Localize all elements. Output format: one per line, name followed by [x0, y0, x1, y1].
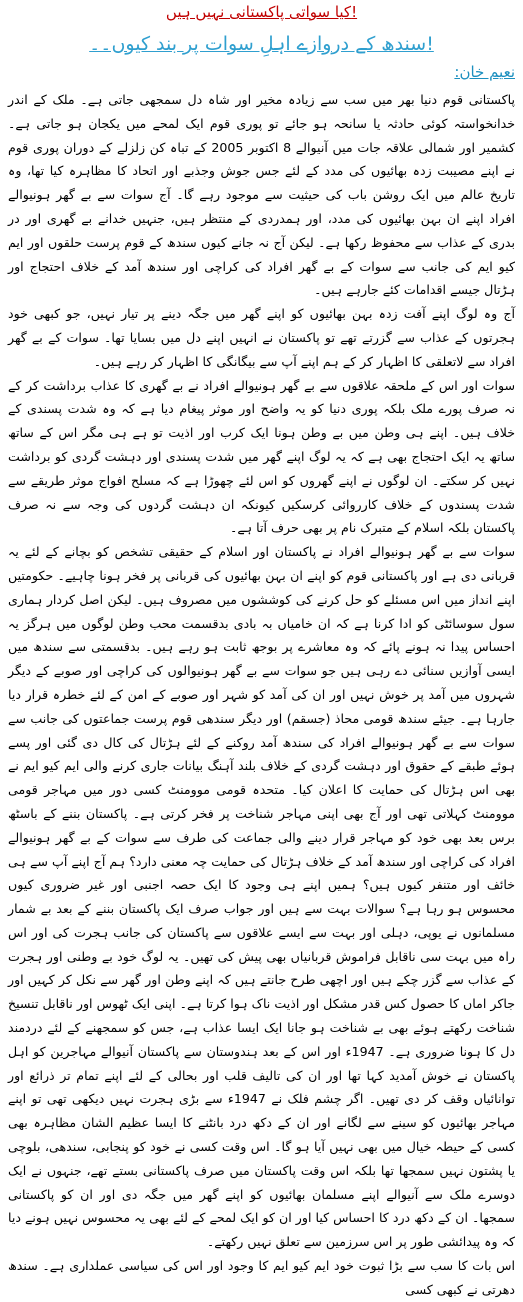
article-body [8, 88, 515, 1302]
article-paragraph: سوات سے بے گھر ہونیوالے افراد نے پاکستان اور اسلام کے حقیقی تشخص کو بچانے کے لئے یہ قربانی دی ہے اور پاکستانی قوم کو اپنے ان بہن بھائیوں کی قربانی پر فخر ہونا چاہیے۔ حکومتیں اپنے انداز میں اس مسئلے کو حل کرنے کی کوششوں میں مصروف ہیں۔ لیکن اصل کردار ہماری سول سوسائٹی کو ادا کرنا ہے کہ ان خامیاں بہ بادی بدقسمت محب وطن لوگوں میں ہرگز یہ احساس پیدا نہ ہونے پائے کہ وہ معاشرے پر بوجھ ثابت ہو رہے ہیں۔ بدقسمتی سے سندھ میں ایسی آوازیں سنائی دے رہی ہیں جو سوات سے بے گھر ہونیوالوں کی کراچی اور صوبے کے دیگر شہروں میں آمد پر خوش نہیں اور ان کی آمد کو شہر اور صوبے کے امن کے لئے خطرہ قرار دیا جارہا ہے۔ جیئے سندھ قومی محاذ (جسقم) اور دیگر سندھی قوم پرست جماعتوں کی جانب سے سوات سے بے گھر ہونیوالے افراد کی سندھ آمد روکنے کے لئے ہڑتال کی کال دی گئی اور پسے ہوئے طبقے کے حقوق اور دہشت گردی کے خلاف بلند آہنگ بیانات جاری کرنے والی ایم کیو ایم نے بھی اس ہڑتال کی حمایت کا اعلان کیا۔ متحدہ قومی موومنٹ کسی دور میں مہاجر قومی موومنٹ کہلاتی تھی اور آج بھی اپنی مہاجر شناخت پر فخر کرتی ہے۔ پاکستان بننے کے باسٹھ برس بعد بھی خود کو مہاجر قرار دینے والی جماعت کی طرف سے سوات کے بے گھر ہونیوالے افراد کی کراچی اور سندھ آمد کے خلاف ہڑتال کی حمایت چہ معنی دارد؟ ہم آج اپنے آپ سے ہی خائف اور متنفر کیوں ہیں؟ ہمیں اپنے ہی وجود کا ایک حصہ اجنبی اور غیر ضروری کیوں محسوس ہو رہا ہے؟ سوالات بہت سے ہیں اور جواب صرف ایک پاکستان بننے کے بعد بے شمار مسلمانوں نے یوپی، دہلی اور بہت سے ایسے علاقوں سے پاکستان کی جانب ہجرت کی اور اس راہ میں بہت سی ناقابل فراموش قربانیاں بھی پیش کی تھیں۔ یہ لوگ خود بے وطنی اور ہجرت کے عذاب سے گزر چکے ہیں اور اچھی طرح جانتے ہیں کہ اپنے وطن اور گھر سے نکل کر کہیں اور جاکر اماں کا حصول کس قدر مشکل اور اذیت ناک ہوا کرتا ہے۔ اپنی ایک ٹھوس اور ناقابل تنسیخ شناخت رکھتے ہوئے بھی بے شناخت ہو جانا ایک ایسا عذاب ہے، جس کو سمجھنے کے لئے دردمند دل کا ہونا ضروری ہے۔ 1947ء اور اس کے بعد ہندوستان سے پاکستان آنیوالے مہاجرین کو اہل پاکستان نے خوش آمدید کہا تھا اور ان کی تالیف قلب اور بحالی کے لئے اپنے تمام تر ذرائع اور توانائیاں وقف کر دی تھیں۔ اگر چشم فلک نے 1947ء سے بڑی ہجرت نہیں دیکھی تھی تو اپنے مہاجر بھائیوں کو سینے سے لگانے اور ان کے دکھ درد بانٹنے کا ایسا عظیم الشان مظاہرہ بھی کسی کے حیطہ خیال میں بھی نہیں آیا ہو گا۔ اس وقت کسی نے خود کو پنجابی، سندھی، بلوچی یا پشتون نہیں سمجھا تھا بلکہ اس وقت پاکستان میں صرف پاکستانی بستے تھے، جنہوں نے ایک دوسرے ملک سے آنیوالے اپنے مسلمان بھائیوں کو اپنے گھر میں جگہ دی اور ان کو پاکستانی سمجھا۔ ان کے دکھ درد کا احساس کیا اور ان کو ایک لمحے کے لئے بھی یہ محسوس نہیں ہونے دیا کہ وہ پیدائشی طور پر اس سرزمین سے تعلق نہیں رکھتے۔ [8, 544, 515, 1250]
article-paragraph: پاکستانی قوم دنیا بھر میں سب سے زیادہ مخیر اور شاہ دل سمجھی جاتی ہے۔ ملک کے اندر خدانخواستہ کوئی حادثہ یا سانحہ ہو جائے تو پوری قوم ایک لمحے میں یکجان ہو جاتی ہے۔ کشمیر اور شمالی علاقہ جات میں آنیوالے 8 اکتوبر 2005 کے تباہ کن زلزلے کے دوران پوری قوم نے اپنے مصیبت زدہ بھائیوں کی مدد کے لئے جس جوش وجذبے اور اتحاد کا مظاہرہ کیا تھا، وہ تاریخ عالم میں ایک روشن باب کی حیثیت سے موجود رہے گا۔ آج سوات سے بے گھر ہونیوالے افراد اپنے ان بہن بھائیوں کی مدد، اور ہمدردی کے منتظر ہیں، جنہیں خدانے بے گھری اور در بدری کے عذاب سے محفوظ رکھا ہے۔ لیکن آج نہ جانے کیوں سندھ کے قوم پرست حلقوں اور ایم کیو ایم کی جانب سے سوات کے بے گھر افراد کی کراچی اور سندھ آمد کے خلاف احتجاج اور ہڑتال جیسے اقدامات کئے جارہے ہیں۔ [8, 92, 515, 298]
article-byline: نعیم خان: [454, 63, 515, 81]
article-kicker: کیا سواتی پاکستانی نہیں ہیں! [165, 3, 358, 21]
article-paragraph: اس بات کا سب سے بڑا ثبوت خود ایم کیو ایم کا وجود اور اس کی سیاسی عملداری ہے۔ سندھ دھرتی نے کبھی کسی [8, 1258, 515, 1297]
article-paragraph: آج وہ لوگ اپنے آفت زدہ بہن بھائیوں کو اپنے گھر میں جگہ دینے پر تیار نہیں، جو کبھی خود ہجرتوں کے عذاب سے گزرتے تھے تو پاکستان نے انہیں اپنے دل میں بسایا تھا۔ سوات کے بے گھر افراد سے لاتعلقی کا اظہار کر کے ہم اپنے آپ سے بیگانگی کا اظہار کر رہے ہیں۔ [8, 306, 515, 369]
article-paragraph: سوات اور اس کے ملحقہ علاقوں سے بے گھر ہونیوالے افراد نے بے گھری کا عذاب برداشت کر کے نہ صرف پورے ملک بلکہ پوری دنیا کو یہ واضح اور موثر پیغام دیا ہے کہ وہ شدت پسندی کے خلاف ہیں۔ اپنے ہی وطن میں بے وطن ہونا ایک کرب اور اذیت تو ہے ہی مگر اس کے ساتھ ساتھ یہ ایک احتجاج بھی ہے کہ یہ لوگ اپنے گھر میں شدت پسندی اور دہشت گردی کو برداشت نہیں کر سکتے۔ ان لوگوں نے اپنے گھروں کو اس لئے چھوڑا ہے کہ مسلح افواج موثر طریقے سے شدت پسندوں کے خلاف کارروائی کرسکیں کیونکہ ان دہشت گردوں کی وجہ سے نہ صرف پاکستان بلکہ اسلام کے متبرک نام پر بھی حرف آتا ہے۔ [8, 377, 515, 536]
article-headline: سندھ کے دروازے اہلِ سوات پر بند کیوں۔۔! [89, 33, 434, 55]
